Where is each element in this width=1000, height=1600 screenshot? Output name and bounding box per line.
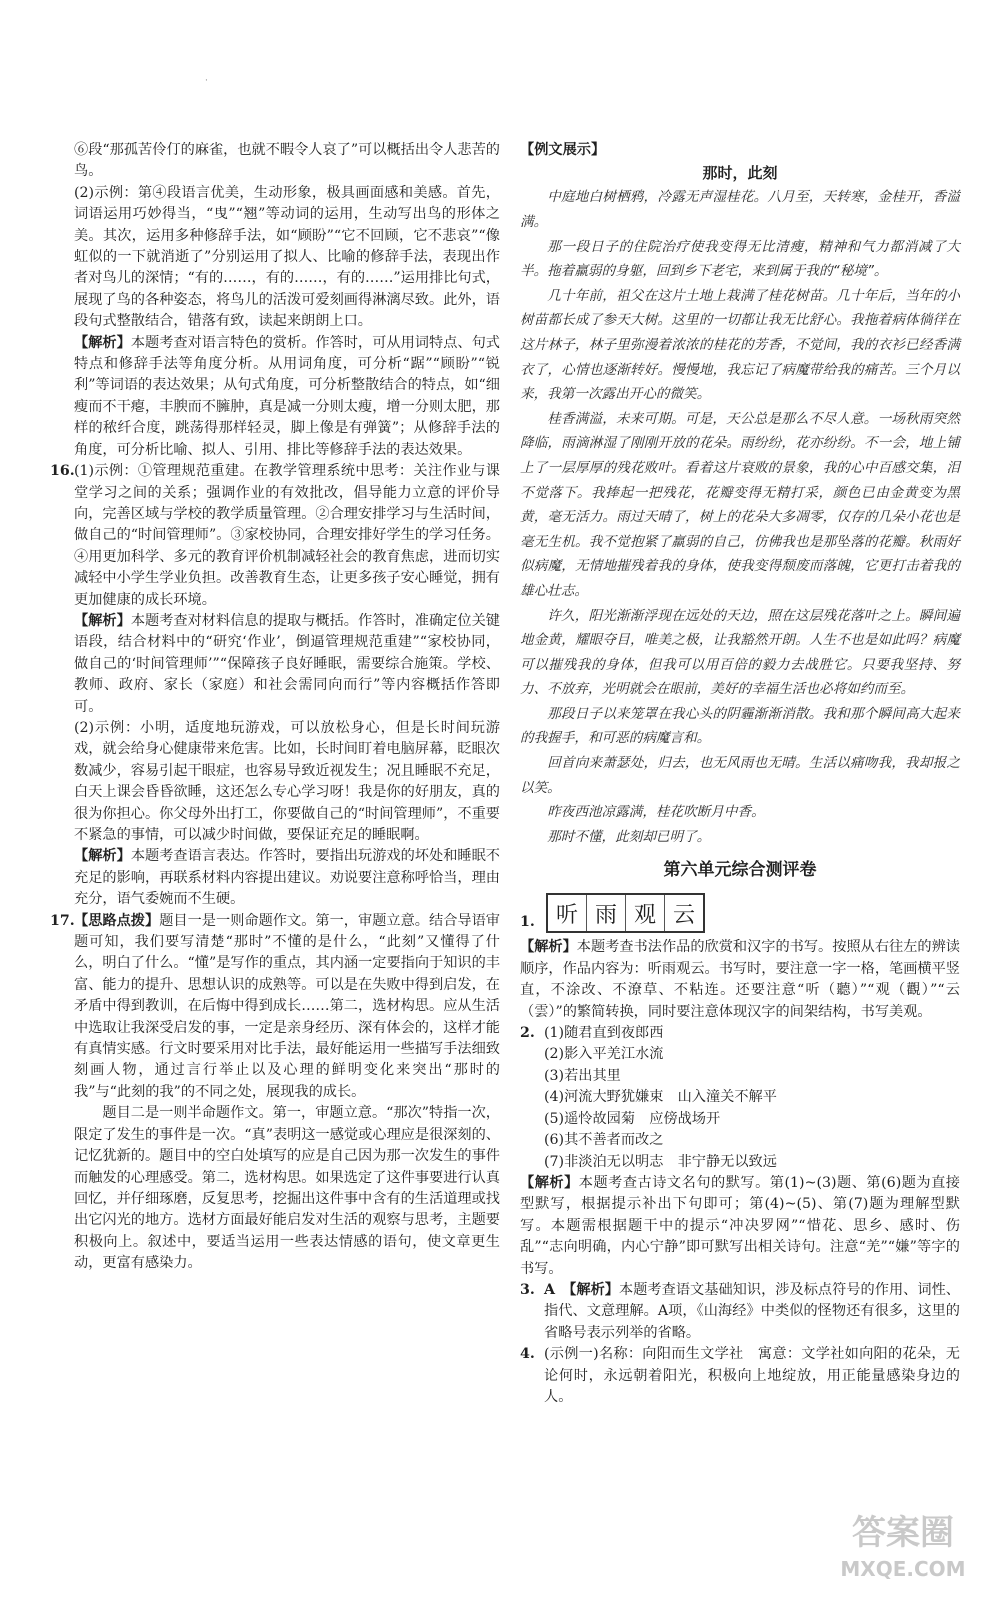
q2-answer: (6)其不善者而改之: [544, 1132, 664, 1149]
hint-tag: 【思路点拨】: [74, 912, 160, 929]
calligraphy-char: 云: [672, 902, 695, 928]
right-column: [520, 140, 960, 1408]
q1-analysis: [520, 937, 960, 1023]
essay-paragraph: 回首向来萧瑟处，归去，也无风雨也无晴。生活以痛吻我，我却报之以笑。: [520, 755, 960, 796]
analysis-text: 本题考查书法作品的欣赏和汉字的书写。按照从右往左的辨读顺序，作品内容为：听雨观云。书写时，要注意一字一格，笔画横平竖直，不涂改、不潦草、不粘连。还要注意“听（聽）”“观（觀）”“云（雲）”的繁简转换，同时要注意体现汉字的间架结构，书写美观。: [520, 939, 960, 1020]
calligraphy-char: 听: [548, 895, 587, 931]
watermark-logo: [828, 1504, 978, 1584]
q17-topic1: [74, 911, 500, 1104]
question-1-calligraphy: [520, 893, 960, 933]
q15-part2-analysis: [50, 333, 500, 461]
q16-part2-analysis: [74, 846, 500, 910]
left-column: [50, 140, 500, 1275]
analysis-tag: 【解析】: [74, 848, 131, 865]
q2-answer: (1)随君直到夜郎西: [544, 1025, 664, 1042]
analysis-tag: 【解析】: [74, 334, 131, 351]
essay-paragraph: 中庭地白树栖鸦，冷露无声湿桂花。八月至，天转寒，金桂开，香溢满。: [520, 189, 960, 230]
analysis-text: 本题考查语言表达。作答时，要指出玩游戏的坏处和睡眠不充足的影响，再联系材料内容提出建议。劝说要注意称呼恰当，理由充分，语气委婉而不生硬。: [74, 848, 500, 908]
calligraphy-char: 观: [626, 895, 665, 931]
essay-paragraph: 昨夜西池凉露满，桂花吹断月中香。: [547, 804, 765, 821]
question-2: [520, 1023, 960, 1173]
analysis-text: 本题考查对材料信息的提取与概括。作答时，准确定位关键语段，结合材料中的“研究‘作业’，倒逼管理规范重建”“家校协同，做自己的‘时间管理师’”“保障孩子良好睡眠，需要综合施策。学校、教师、政府、家长（家庭）和社会需同向而行”等内容概括作答即可。: [74, 612, 500, 715]
calligraphy-char: 雨: [587, 895, 626, 931]
q2-answer: (7)非淡泊无以明志 非宁静无以致远: [544, 1153, 777, 1170]
analysis-tag: 【解析】: [569, 1281, 619, 1298]
question-number: 2.: [520, 1025, 535, 1042]
question-number: 3.: [520, 1281, 535, 1298]
question-4: [520, 1344, 960, 1408]
essay-paragraph: 桂香满溢，未来可期。可是，天公总是那么不尽人意。一场秋雨突然降临，雨滴淋湿了刚刚开放的花朵。雨纷纷，花亦纷纷。不一会，地上铺上了一层厚厚的残花败叶。看着这片衰败的景象，我的心中百感交集，泪不觉落下。我捧起一把残花，花瓣变得无精打采，颜色已由金黄变为黑黄，毫无活力。雨过天晴了，树上的花朵大多凋零，仅存的几朵小花也是毫无生机。我不觉抱紧了羸弱的自己，仿佛我也是那坠落的花瓣。秋雨好似病魔，无情地摧残着我的身体，使我变得颓废而落魄，它更打击着我的雄心壮志。: [520, 410, 960, 599]
essay-paragraph: 许久，阳光渐渐浮现在远处的天边，照在这层残花落叶之上。瞬间遍地金黄，耀眼夺目，唯美之极，让我豁然开朗。人生不也是如此吗？病魔可以摧残我的身体，但我可以用百倍的毅力去战胜它。只要我坚持、努力、不放弃，光明就会在眼前，美好的幸福生活也必将如约而至。: [520, 607, 960, 698]
watermark-line2: MXQE.COM: [840, 1557, 966, 1581]
answer-letter: A: [544, 1281, 556, 1298]
question-number: 1.: [520, 914, 535, 931]
q4-answer: (示例一)名称：向阳而生文学社 寓意：文学社如向阳的花朵，无论何时，永远朝着阳光，积极向上地绽放，用正能量感染身边的人。: [544, 1346, 960, 1405]
q16-part1-analysis: [74, 611, 500, 718]
question-number: 4.: [520, 1346, 535, 1363]
analysis-text: 本题考查对语言特色的赏析。作答时，可从用词特点、句式特点和修辞手法等角度分析。从用词角度，可分析“踞”“顾盼”“锐利”等词语的表达效果；从句式角度，可分析整散结合的特点，如“细瘦而不干瘪，丰腴而不臃肿，真是减一分则太瘦，增一分则太肥，那样的秾纤合度，跳荡得那样轻灵，脚上像是有弹簧”；从修辞手法的角度，可分析比喻、拟人、引用、排比等修辞手法的表达效果。: [74, 334, 500, 458]
q15-part1-end: ⑥段“那孤苦伶仃的麻雀，也就不暇令人哀了”可以概括出令人悲苦的鸟。: [74, 142, 500, 180]
q2-answer: (5)遥怜故园菊 应傍战场开: [544, 1110, 721, 1127]
analysis-text: 本题考查古诗文名句的默写。第(1)~(3)题、第(6)题为直接型默写，根据提示补出下句即可；第(4)~(5)、第(7)题为理解型默写。本题需根据题干中的提示“冲决罗网”“惜花、思乡、感时、伤乱”“志向明确，内心宁静”即可默写出相关诗句。注意“羌”“嫌”等字的书写。: [520, 1174, 960, 1277]
q16-part1-answer: (1)示例：①管理规范重建。在教学管理系统中思考：关注作业与课堂学习之间的关系；强调作业的有效批改，倡导能力立意的评价导向，完善区域与学校的教学质量管理。②合理安排学习与生活时间，做自己的“时间管理师”。③家校协同，合理安排好学生的学习任务。④用更加科学、多元的教育评价机制减轻社会的教育焦虑，进而切实减轻中小学生学业负担。改善教育生态，让更多孩子安心睡觉，拥有更加健康的成长环境。: [74, 463, 500, 608]
watermark-line1: 答案圈: [852, 1513, 954, 1553]
hint-text: 题目一是一则命题作文。第一，审题立意。结合导语审题可知，我们要写清楚“那时”不懂的是什么，“此刻”又懂得了什么，明白了什么。“懂”是写作的重点，其内涵一定要指向于知识的丰富、能力的提升、思想认识的成熟等。可以是在失败中得到启发，在矛盾中得到教训，在后悔中得到成长……第二，选材构思。应从生活中选取让我深受启发的事，一定是亲身经历、深有体会的，这样才能有真情实感。行文时要采用对比手法，最好能运用一些描写手法细致刻画人物，通过言行举止以及心理的鲜明变化来突出“那时的我”与“此刻的我”的不同之处，展现我的成长。: [74, 912, 500, 1100]
question-16: [50, 461, 500, 911]
page-mark: ·: [205, 76, 208, 86]
essay-body: [520, 185, 960, 849]
q15-part2-answer: (2)示例：第④段语言优美，生动形象，极具画面感和美感。首先，词语运用巧妙得当，“曳”“翘”等动词的运用，生动写出鸟的形体之美。其次，运用多种修辞手法，如“顾盼”“它不回顾，它不悲哀”“像虹似的一下就消逝了”分别运用了拟人、比喻的修辞手法，表现出作者对鸟儿的深情；“有的……，有的……，有的……”运用排比句式，展现了鸟的各种姿态，将鸟儿的活泼可爱刻画得淋漓尽致。此外，语段句式整散结合，错落有致，读起来朗朗上口。: [74, 184, 500, 330]
essay-paragraph: 那段日子以来笼罩在我心头的阴霾渐渐消散。我和那个瞬间高大起来的我握手，和可恶的病魔言和。: [520, 705, 960, 747]
q2-answer: (4)河流大野犹嫌束 山入潼关不解平: [544, 1089, 777, 1106]
analysis-tag: 【解析】: [520, 939, 577, 956]
q16-part2-answer: (2)示例：小明，适度地玩游戏，可以放松身心，但是长时间玩游戏，就会给身心健康带来危害。比如，长时间盯着电脑屏幕，眨眼次数减少，容易引起干眼症，也容易导致近视发生；况且睡眠不充足，白天上课会昏昏欲睡，这还怎么专心学习呀！我是你的好朋友，真的很为你担心。你父母外出打工，你要做自己的“时间管理师”，不重要不紧急的事情，可以减少时间做，要保证充足的睡眠啊。: [74, 719, 500, 843]
essay-title: 那时，此刻: [702, 164, 778, 183]
analysis-text: 本题考查语文基础知识，涉及标点符号的作用、词性、指代、文意理解。A项，《山海经》中类似的怪物还有很多，这里的省略号表示列举的省略。: [544, 1281, 960, 1341]
question-number: 17.: [50, 912, 75, 929]
essay-paragraph: 几十年前，祖父在这片土地上栽满了桂花树苗。几十年后，当年的小树苗都长成了参天大树。这里的一切都让我无比舒心。我拖着病体徜徉在这片林子，林子里弥漫着浓浓的桂花的芳香，不觉间，我的衣衫已经香满衣了，心情也逐渐转好。慢慢地，我忘记了病魔带给我的痛苦。三个月以来，我第一次露出开心的微笑。: [520, 287, 960, 403]
example-tag: 【例文展示】: [520, 142, 606, 158]
calligraphy-grid: [546, 893, 705, 933]
q2-answer: (2)影入平羌江水流: [544, 1046, 664, 1063]
essay-paragraph: 那一段日子的住院治疗使我变得无比清瘦，精神和气力都消减了大半。拖着羸弱的身躯，回到乡下老宅，来到属于我的“秘境”。: [520, 238, 960, 280]
analysis-tag: 【解析】: [520, 1174, 579, 1191]
question-17: [50, 911, 500, 1275]
q2-answer: (3)若出其里: [544, 1067, 621, 1084]
q17-topic2: 题目二是一则半命题作文。第一，审题立意。“那次”特指一次，限定了发生的事件是一次。“真”表明这一感觉或心理应是很深刻的、记忆犹新的。题目中的空白处填写的应是自己因为那一次发生的事件而触发的心理感受。第二，选材构思。如果选定了这件事要进行认真回忆，并仔细琢磨，反复思考，挖掘出这件事中含有的生活道理或找出它闪光的地方。选材方面最好能启发对生活的观察与思考，主题要积极向上。叙述中，要适当运用一些表达情感的语句，使文章更生动，更富有感染力。: [74, 1105, 500, 1272]
question-3: [520, 1280, 960, 1344]
question-number: 16.: [50, 463, 75, 480]
q2-analysis: [520, 1173, 960, 1280]
unit-title: 第六单元综合测评卷: [663, 860, 817, 881]
analysis-tag: 【解析】: [74, 612, 131, 629]
essay-paragraph: 那时不懂，此刻却已明了。: [547, 828, 711, 845]
